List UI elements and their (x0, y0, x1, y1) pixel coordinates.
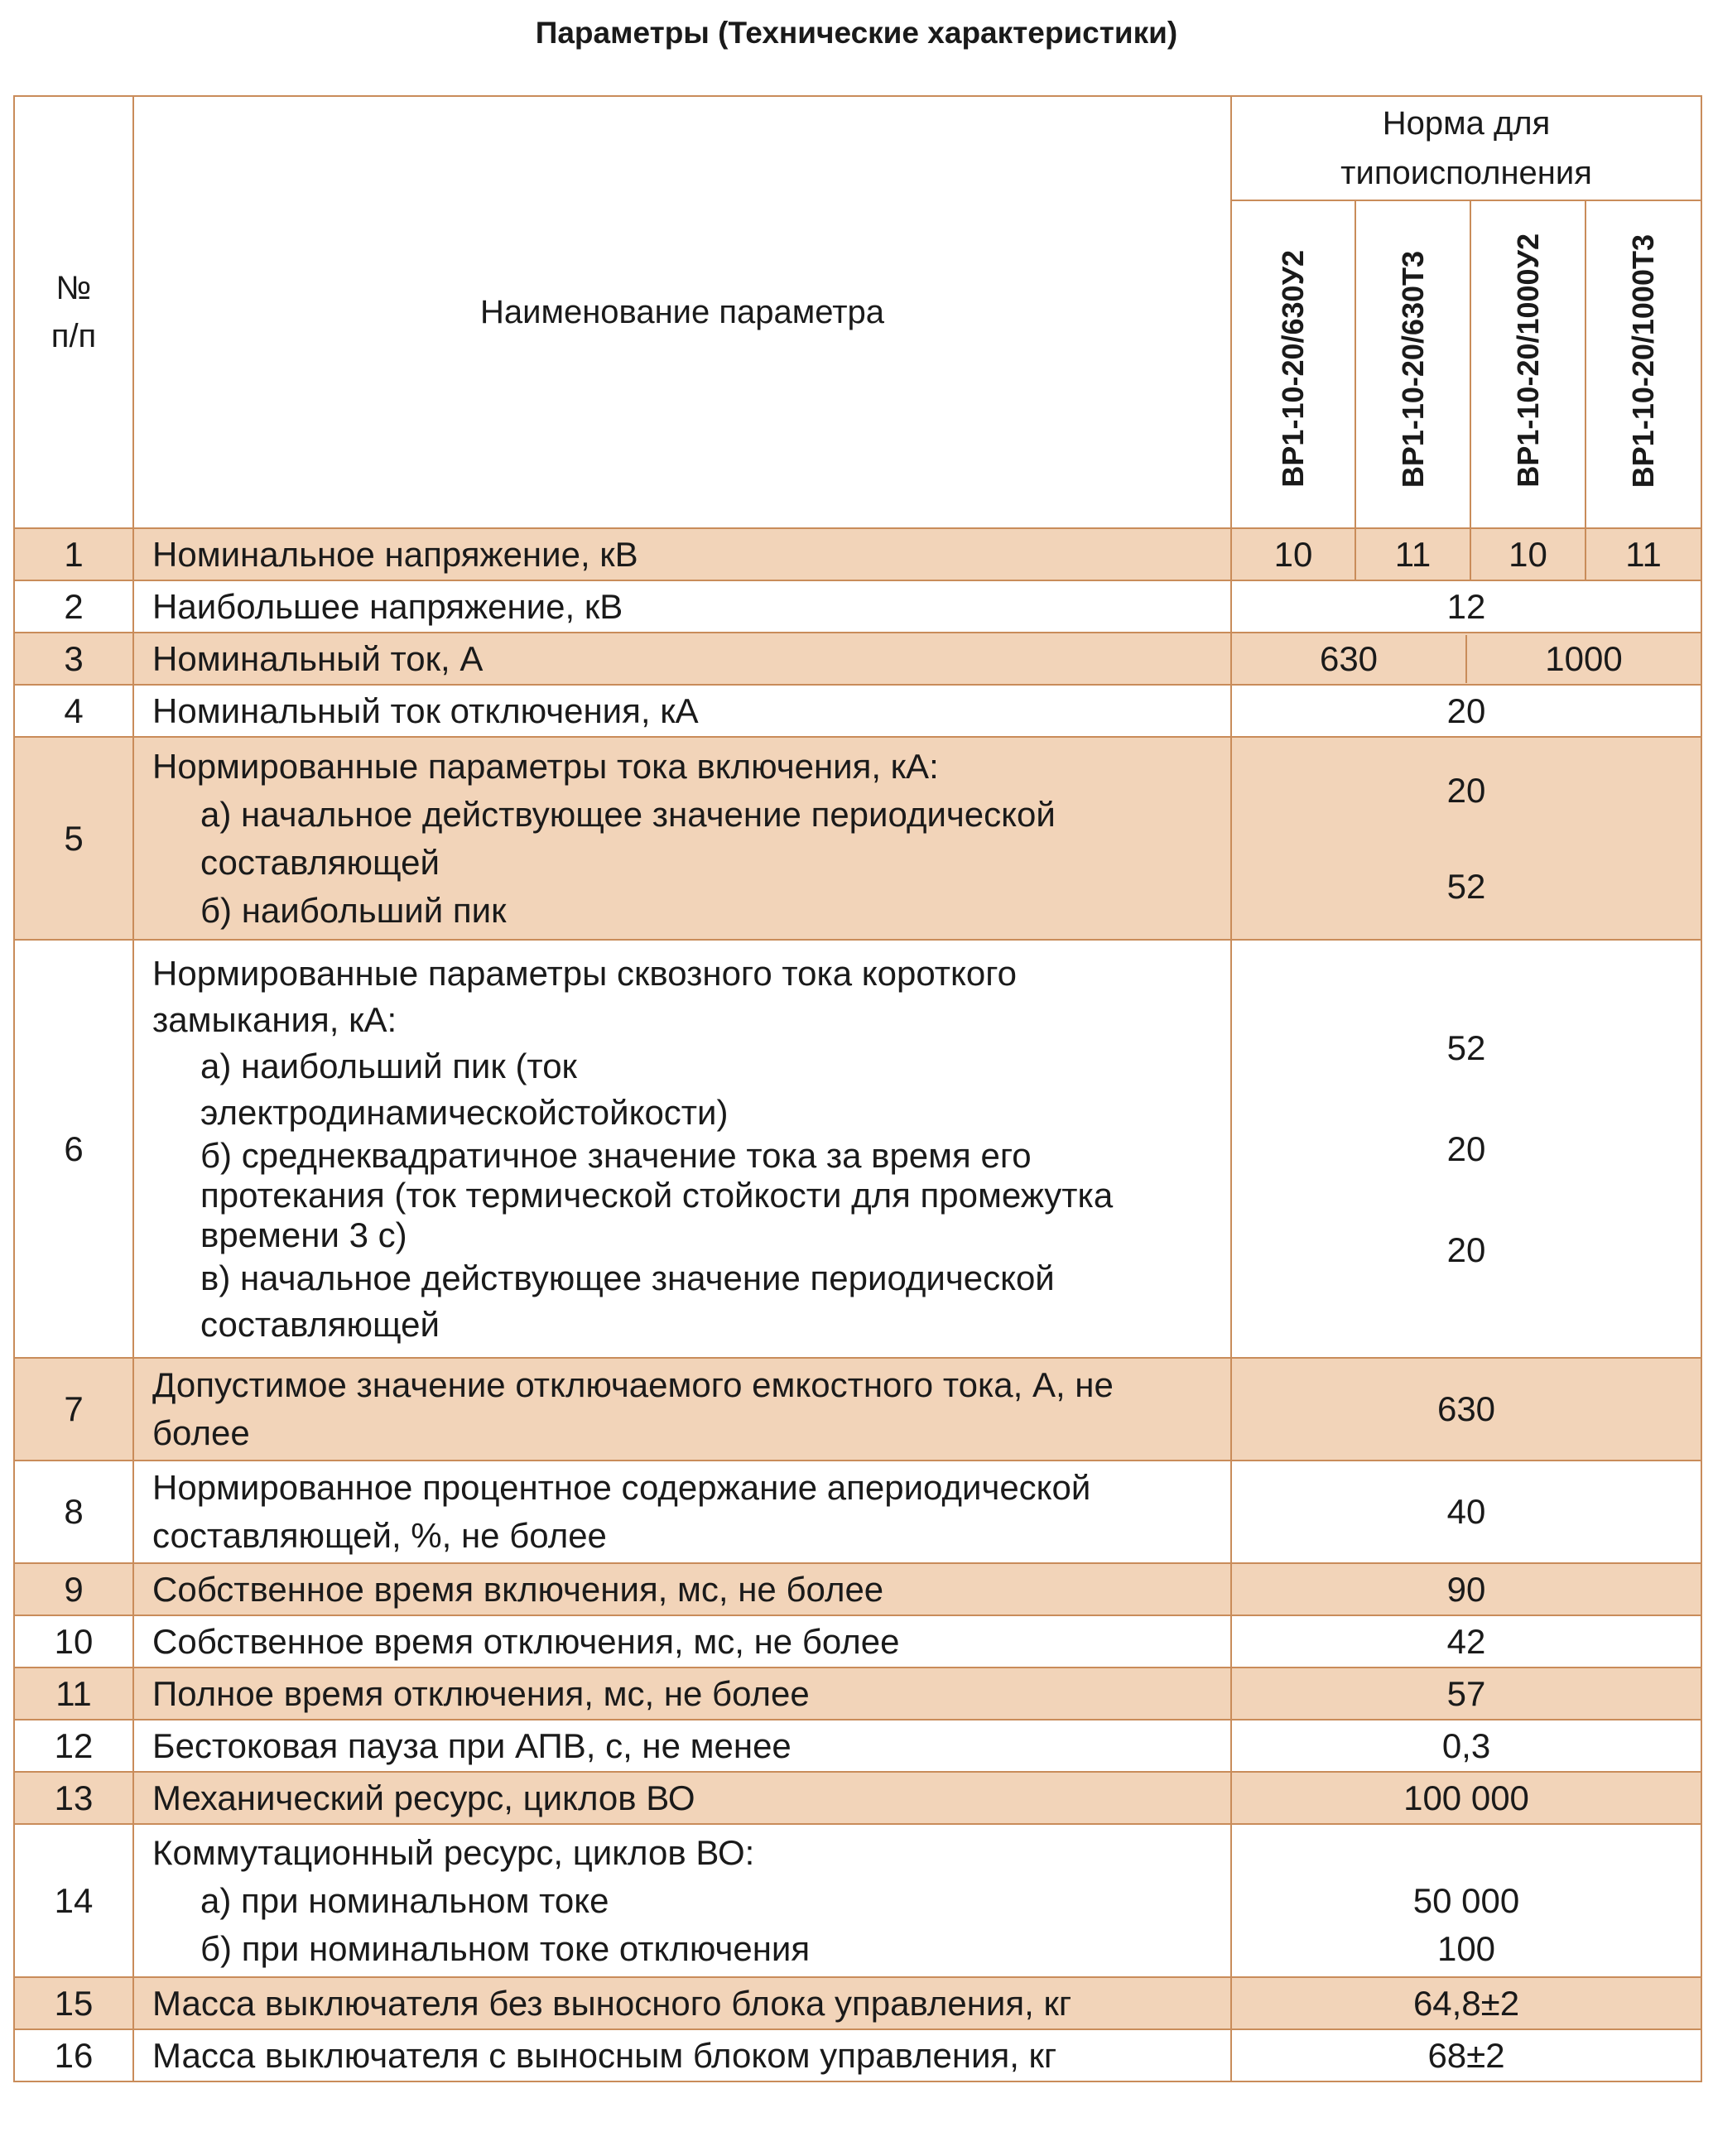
header-variant-2: ВР1-10-20/630Т3 (1355, 200, 1470, 528)
specifications-table (13, 95, 1702, 2082)
row-number: 16 (14, 2029, 133, 2081)
table-row (14, 528, 1701, 580)
row-value: 20 52 (1231, 737, 1701, 940)
row-parameter-name: Собственное время отключения, мс, не более (133, 1615, 1231, 1668)
row-parameter-name: Масса выключателя с выносным блоком управления, кг (133, 2029, 1231, 2081)
row-value: 630 (1231, 1358, 1701, 1461)
header-variant-1: ВР1-10-20/630У2 (1231, 200, 1355, 528)
row-value: 90 (1231, 1563, 1701, 1615)
header-norm: Норма для типоисполнения (1231, 96, 1701, 200)
row-number: 14 (14, 1824, 133, 1977)
row-number: 4 (14, 685, 133, 737)
row-parameter-name: Собственное время включения, мс, не более (133, 1563, 1231, 1615)
row-value: 68±2 (1231, 2029, 1701, 2081)
row-value: 11 (1355, 528, 1470, 580)
row-parameter-name: Наибольшее напряжение, кВ (133, 580, 1231, 633)
row-parameter-name: Номинальное напряжение, кВ (133, 528, 1231, 580)
table-row (14, 1720, 1701, 1772)
row-value: 10 (1231, 528, 1355, 580)
row-parameter-name: Номинальный ток отключения, кА (133, 685, 1231, 737)
row-number: 13 (14, 1772, 133, 1824)
table-row (14, 737, 1701, 940)
header-parameter-name: Наименование параметра (133, 96, 1231, 528)
table-row (14, 1358, 1701, 1461)
row-number: 7 (14, 1358, 133, 1461)
row-parameter-name: Бестоковая пауза при АПВ, с, не менее (133, 1720, 1231, 1772)
table-row (14, 1461, 1701, 1563)
table-row (14, 1772, 1701, 1824)
row-value: 52 20 20 (1231, 940, 1701, 1358)
page-title: Параметры (Технические характеристики) (535, 16, 1178, 50)
row-parameter-name: Нормированные параметры сквозного тока короткого замыкания, кА: а) наибольший пик (ток электродинамическойстойкости) б) среднеквадратичное значение тока за время его протекания (ток термической стойкости для промежутка времени 3 с) в) начальное действующее значение периодической составляющей (133, 940, 1231, 1358)
row-number: 3 (14, 633, 133, 685)
row-parameter-name: Масса выключателя без выносного блока управления, кг (133, 1977, 1231, 2029)
table-row (14, 685, 1701, 737)
row-parameter-name: Коммутационный ресурс, циклов ВО: а) при номинальном токе б) при номинальном токе отключения (133, 1824, 1231, 1977)
row-number: 9 (14, 1563, 133, 1615)
row-number: 2 (14, 580, 133, 633)
row-value: 57 (1231, 1668, 1701, 1720)
table-row (14, 1824, 1701, 1977)
row-parameter-name: Нормированные параметры тока включения, кА: а) начальное действующее значение периодической составляющей б) наибольший пик (133, 737, 1231, 940)
table-row (14, 580, 1701, 633)
row-number: 12 (14, 1720, 133, 1772)
row-value: 20 (1231, 685, 1701, 737)
row-number: 11 (14, 1668, 133, 1720)
row-parameter-name: Механический ресурс, циклов ВО (133, 1772, 1231, 1824)
row-number: 5 (14, 737, 133, 940)
row-value: 100 000 (1231, 1772, 1701, 1824)
table-row (14, 1668, 1701, 1720)
table-row (14, 1615, 1701, 1668)
row-value: 42 (1231, 1615, 1701, 1668)
table-row (14, 633, 1701, 685)
row-number: 6 (14, 940, 133, 1358)
header-variant-3: ВР1-10-20/1000У2 (1470, 200, 1585, 528)
row-number: 1 (14, 528, 133, 580)
row-value: 0,3 (1231, 1720, 1701, 1772)
row-value: 12 (1231, 580, 1701, 633)
header-variant-4: ВР1-10-20/1000Т3 (1585, 200, 1701, 528)
row-value: 10 (1470, 528, 1585, 580)
row-value: 40 (1231, 1461, 1701, 1563)
row-number: 8 (14, 1461, 133, 1563)
row-value: 64,8±2 (1231, 1977, 1701, 2029)
row-parameter-name: Нормированное процентное содержание апериодической составляющей, %, не более (133, 1461, 1231, 1563)
table-row (14, 1977, 1701, 2029)
table-row (14, 2029, 1701, 2081)
header-number: № п/п (14, 96, 133, 528)
table-row (14, 1563, 1701, 1615)
row-value: 11 (1585, 528, 1701, 580)
row-value: 630 1000 (1231, 633, 1701, 685)
row-parameter-name: Полное время отключения, мс, не более (133, 1668, 1231, 1720)
row-parameter-name: Номинальный ток, А (133, 633, 1231, 685)
row-number: 15 (14, 1977, 133, 2029)
row-parameter-name: Допустимое значение отключаемого емкостного тока, А, не более (133, 1358, 1231, 1461)
table-header-row (14, 96, 1701, 200)
row-number: 10 (14, 1615, 133, 1668)
table-row (14, 940, 1701, 1358)
row-value: 50 000 100 (1231, 1824, 1701, 1977)
